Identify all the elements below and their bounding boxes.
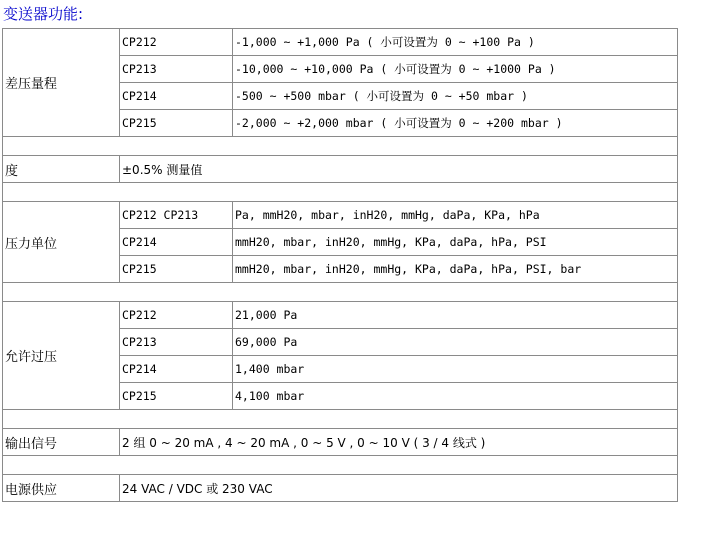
overpressure-label: 允许过压 [3,302,120,410]
value-cell: 69,000 Pa [233,329,678,356]
spacer-row [3,283,678,302]
model-cell: CP212 [120,302,233,329]
value-cell: -2,000 ~ +2,000 mbar ( 小可设置为 0 ~ +200 mbar ) [233,110,678,137]
value-cell: Pa, mmH20, mbar, inH20, mmHg, daPa, KPa, hPa [233,202,678,229]
model-cell: CP212 CP213 [120,202,233,229]
value-cell: mmH20, mbar, inH20, mmHg, KPa, daPa, hPa, PSI, bar [233,256,678,283]
units-label: 压力单位 [3,202,120,283]
table-row [3,202,678,229]
value-cell: 21,000 Pa [233,302,678,329]
spacer-row [3,410,678,429]
model-cell: CP215 [120,110,233,137]
power-label: 电源供应 [3,475,120,502]
model-cell: CP215 [120,383,233,410]
value-cell: -10,000 ~ +10,000 Pa ( 小可设置为 0 ~ +1000 Pa ) [233,56,678,83]
model-cell: CP214 [120,229,233,256]
spec-table [2,28,678,502]
value-cell: 4,100 mbar [233,383,678,410]
model-cell: CP212 [120,29,233,56]
table-row [3,475,678,502]
table-row [3,29,678,56]
output-value: 2 组 0 ~ 20 mA , 4 ~ 20 mA , 0 ~ 5 V , 0 ~ 10 V ( 3 / 4 线式 ) [120,429,678,456]
value-cell: -500 ~ +500 mbar ( 小可设置为 0 ~ +50 mbar ) [233,83,678,110]
spacer-row [3,183,678,202]
model-cell: CP214 [120,356,233,383]
accuracy-value: ±0.5% 测量值 [120,156,678,183]
spacer-row [3,456,678,475]
model-cell: CP214 [120,83,233,110]
model-cell: CP213 [120,56,233,83]
accuracy-label: 度 [3,156,120,183]
model-cell: CP215 [120,256,233,283]
table-row [3,156,678,183]
section-heading: 变送器功能: [3,5,84,23]
power-value: 24 VAC / VDC 或 230 VAC [120,475,678,502]
model-cell: CP213 [120,329,233,356]
output-label: 输出信号 [3,429,120,456]
table-row [3,429,678,456]
value-cell: mmH20, mbar, inH20, mmHg, KPa, daPa, hPa, PSI [233,229,678,256]
table-row [3,302,678,329]
value-cell: 1,400 mbar [233,356,678,383]
spacer-row [3,137,678,156]
range-label: 差压量程 [3,29,120,137]
value-cell: -1,000 ~ +1,000 Pa ( 小可设置为 0 ~ +100 Pa ) [233,29,678,56]
